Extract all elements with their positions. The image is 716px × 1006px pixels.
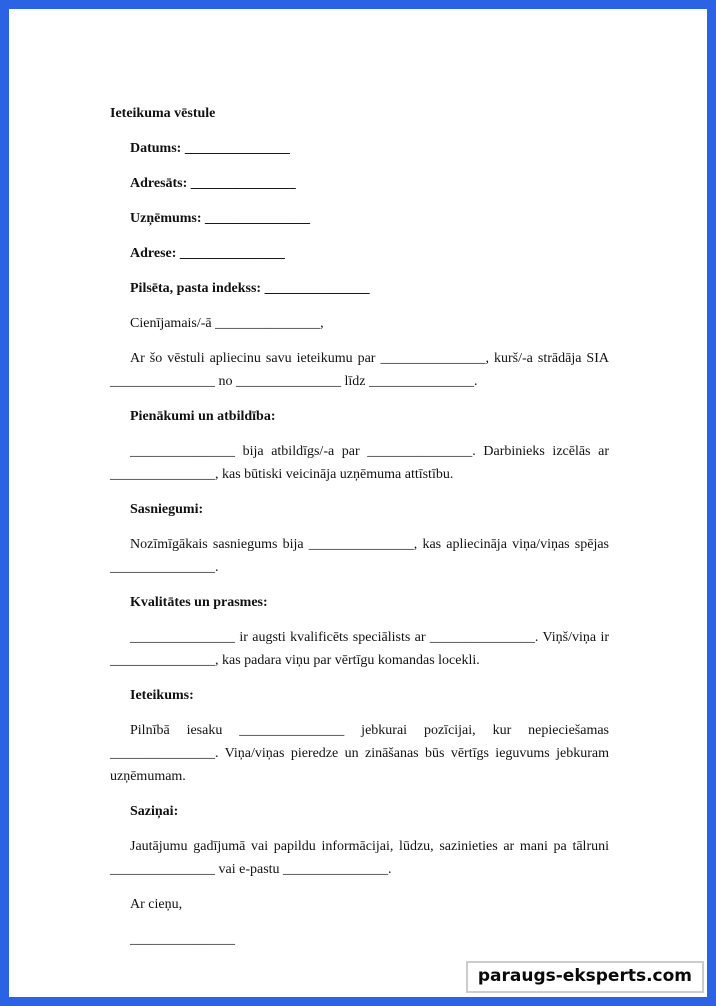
section-body-qualities: _______________ ir augsti kvalificēts speciālists ar _______________. Viņš/viņa ir _______________, kas padara viņu par vērtīgu komandas locekli. xyxy=(110,630,609,668)
section-body-achievements: Nozīmīgākais sasniegums bija _______________, kas apliecināja viņa/viņas spējas _______________. xyxy=(110,537,609,575)
field-row-company xyxy=(110,207,609,230)
field-label-date: Datums: xyxy=(130,141,182,156)
document-title: Ieteikuma vēstule xyxy=(110,106,216,121)
closing-line: Ar cieņu, xyxy=(130,897,183,912)
greeting-line: Cienījamais/-ā _______________, xyxy=(130,316,324,331)
site-watermark-text: paraugs-eksperts.com xyxy=(477,966,692,986)
section-heading-duties: Pienākumi un atbildība: xyxy=(130,409,276,424)
section-heading-qualities: Kvalitātes un prasmes: xyxy=(130,595,268,610)
field-blank-city-postal: _______________ xyxy=(264,281,370,296)
field-row-addressee xyxy=(110,172,609,195)
section-heading-contact: Saziņai: xyxy=(130,804,179,819)
letter-content xyxy=(9,9,707,951)
field-label-address: Adrese: xyxy=(130,246,177,261)
signature-blank-line: _______________ xyxy=(130,932,235,947)
site-watermark-badge xyxy=(466,961,704,993)
intro-paragraph: Ar šo vēstuli apliecinu savu ieteikumu par _______________, kurš/-a strādāja SIA _______________ no _______________ līdz _______________. xyxy=(110,351,609,389)
field-label-addressee: Adresāts: xyxy=(130,176,188,191)
section-body-contact: Jautājumu gadījumā vai papildu informācijai, lūdzu, sazinieties ar mani pa tālruni _______________ vai e-pastu _______________. xyxy=(110,839,609,877)
field-row-date xyxy=(110,137,609,160)
field-blank-date: _______________ xyxy=(184,141,290,156)
field-row-city-postal xyxy=(110,277,609,300)
section-body-recommendation: Pilnībā iesaku _______________ jebkurai pozīcijai, kur nepieciešamas _______________. Viņa/viņas pieredze un zināšanas būs vērtīgs ieguvums jebkuram uzņēmumam. xyxy=(110,723,609,784)
field-blank-addressee: _______________ xyxy=(190,176,296,191)
field-label-company: Uzņēmums: xyxy=(130,211,202,226)
section-heading-achievements: Sasniegumi: xyxy=(130,502,204,517)
field-blank-company: _______________ xyxy=(205,211,311,226)
field-blank-address: _______________ xyxy=(179,246,285,261)
section-body-duties: _______________ bija atbildīgs/-a par _______________. Darbinieks izcēlās ar _______________, kas būtiski veicināja uzņēmuma attīstību. xyxy=(110,444,609,482)
field-label-city-postal: Pilsēta, pasta indekss: xyxy=(130,281,262,296)
section-heading-recommendation: Ieteikums: xyxy=(130,688,194,703)
field-row-address xyxy=(110,242,609,265)
